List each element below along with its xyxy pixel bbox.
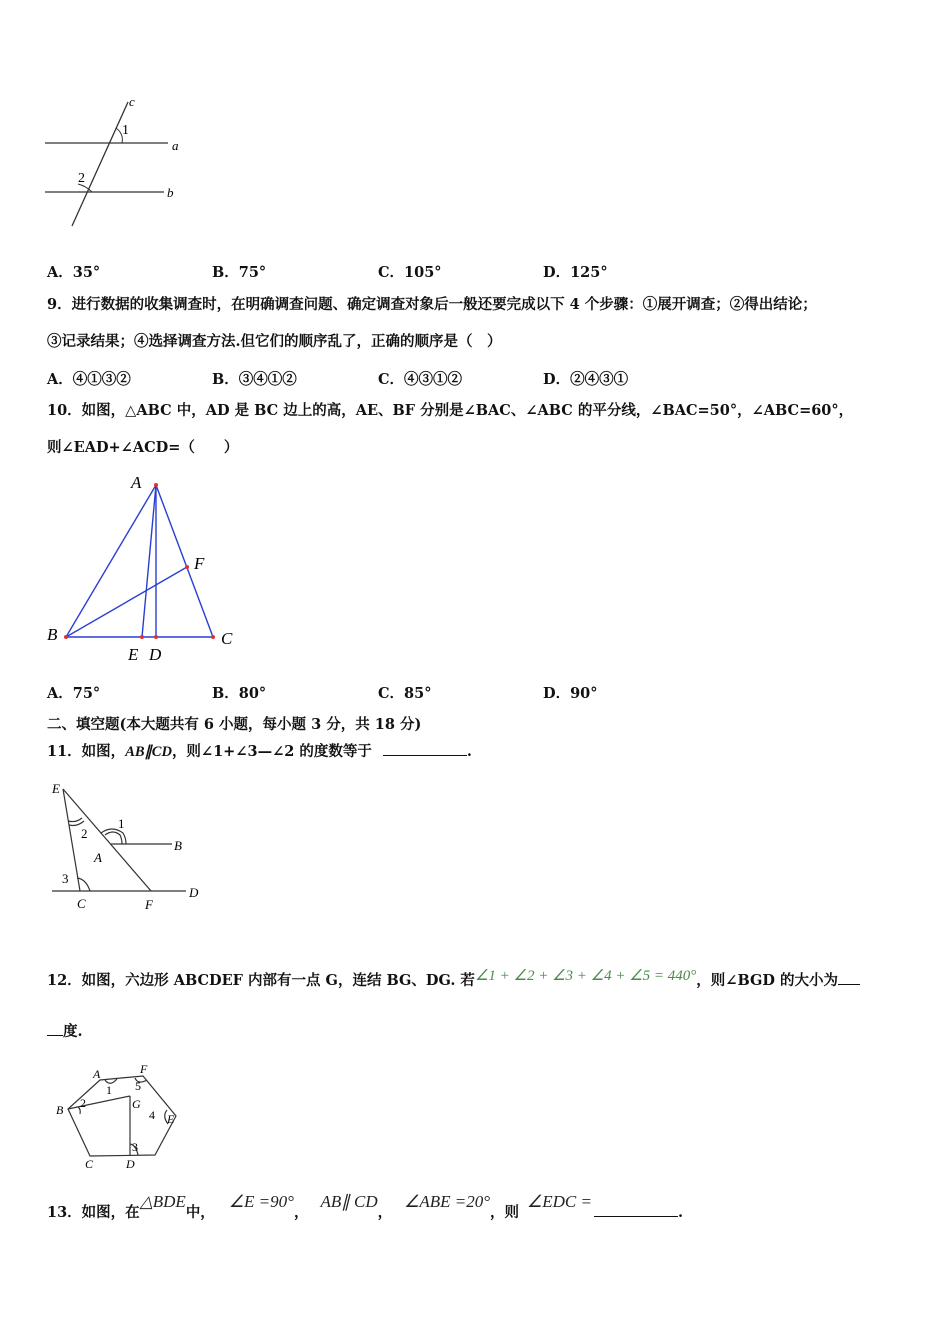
label-1: 1 bbox=[122, 123, 129, 138]
q8-option-d[interactable]: D．125° bbox=[543, 264, 608, 281]
q13-end: . bbox=[678, 1204, 684, 1221]
label-e: E bbox=[52, 781, 60, 796]
label-1: 1 bbox=[106, 1083, 112, 1097]
label-3: 3 bbox=[132, 1140, 138, 1154]
q8-option-a[interactable]: A．35° bbox=[47, 264, 101, 281]
label-2: 2 bbox=[78, 171, 85, 186]
label-d: D bbox=[189, 885, 199, 900]
q12-line2-text: 度. bbox=[63, 1023, 83, 1040]
q12-formula: ∠1 + ∠2 + ∠3 + ∠4 + ∠5 = 440° bbox=[474, 968, 697, 984]
label-f: F bbox=[194, 554, 205, 573]
label-b: B bbox=[56, 1103, 64, 1117]
q9-option-b[interactable]: B．③④①② bbox=[212, 371, 297, 388]
label-e: E bbox=[128, 645, 139, 664]
q12-answer-blank-part1[interactable] bbox=[838, 970, 860, 985]
side-ab bbox=[66, 485, 156, 637]
label-b: B bbox=[47, 625, 58, 644]
q13-t1: 中， bbox=[185, 1204, 215, 1221]
q12-line2 bbox=[47, 1021, 83, 1041]
q12-line1 bbox=[47, 970, 860, 990]
label-4: 4 bbox=[149, 1108, 155, 1122]
side-ac bbox=[156, 485, 213, 637]
label-a: a bbox=[172, 138, 179, 153]
q10-option-d[interactable]: D．90° bbox=[543, 685, 598, 702]
q9-option-c[interactable]: C．④③①② bbox=[378, 371, 463, 388]
label-3: 3 bbox=[62, 871, 69, 886]
figure-triangle-abc bbox=[40, 470, 250, 670]
label-g: G bbox=[132, 1097, 141, 1111]
point-a bbox=[154, 483, 158, 487]
q13-angle-edc: ∠EDC = bbox=[527, 1192, 592, 1211]
q10-option-b[interactable]: B．80° bbox=[212, 685, 267, 702]
q9-line1: 9．进行数据的收集调查时，在明确调查问题、确定调查对象后一般还要完成以下 4 个步骤：①展开调查；②得出结论； bbox=[47, 296, 817, 313]
q13-prefix: 13．如图，在 bbox=[47, 1204, 140, 1221]
point-c bbox=[211, 635, 215, 639]
segment-bg bbox=[68, 1096, 130, 1109]
q9-line2: ③记录结果；④选择调查方法.但它们的顺序乱了，正确的顺序是（ ） bbox=[47, 333, 502, 350]
q13-text bbox=[47, 1192, 684, 1222]
q8-option-c[interactable]: C．105° bbox=[378, 264, 442, 281]
q9-option-d[interactable]: D．②④③① bbox=[543, 371, 629, 388]
q11-suffix: ，则∠1+∠3—∠2 的度数等于 bbox=[171, 743, 372, 760]
q10-line1: 10．如图，△ABC 中，AD 是 BC 边上的高，AE、BF 分别是∠BAC、∠ABC 的平分线，∠BAC=50°，∠ABC=60°， bbox=[47, 402, 854, 419]
line-c bbox=[72, 102, 128, 226]
bisector-bf bbox=[66, 567, 187, 637]
bisector-ae bbox=[142, 485, 156, 637]
label-e: E bbox=[167, 1112, 175, 1126]
label-a: A bbox=[131, 473, 142, 492]
q8-option-b[interactable]: B．75° bbox=[212, 264, 267, 281]
label-2: 2 bbox=[80, 1096, 86, 1110]
label-a: A bbox=[94, 850, 102, 865]
q10-option-c[interactable]: C．85° bbox=[378, 685, 432, 702]
point-f bbox=[185, 565, 189, 569]
q13-angle-e: ∠E =90° bbox=[228, 1192, 294, 1211]
label-1: 1 bbox=[118, 816, 125, 831]
point-e bbox=[140, 635, 144, 639]
q13-angle-abe: ∠ABE =20° bbox=[404, 1192, 491, 1211]
figure-hexagon bbox=[50, 1058, 190, 1173]
q13-t4: ，则 bbox=[490, 1204, 520, 1221]
label-d: D bbox=[126, 1157, 135, 1171]
q11-prefix: 11．如图， bbox=[47, 743, 126, 760]
q9-option-a[interactable]: A．④①③② bbox=[47, 371, 131, 388]
section-2-title: 二、填空题(本大题共有 6 小题，每小题 3 分，共 18 分) bbox=[47, 716, 422, 733]
q11-condition: AB∥CD bbox=[125, 744, 172, 760]
q11-end: . bbox=[466, 743, 472, 760]
label-b: b bbox=[167, 185, 174, 200]
q12-prefix: 12．如图，六边形 ABCDEF 内部有一点 G，连结 BG、DG. 若 bbox=[47, 972, 475, 989]
q13-t3: ， bbox=[377, 1204, 393, 1221]
q12-answer-blank-part2[interactable] bbox=[47, 1021, 63, 1036]
angle-2-arc-2 bbox=[68, 818, 82, 822]
q12-suffix: ，则∠BGD 的大小为 bbox=[696, 972, 838, 989]
label-f: F bbox=[140, 1062, 148, 1076]
q11-answer-blank[interactable] bbox=[383, 741, 467, 756]
figure-parallel-lines bbox=[40, 94, 190, 234]
q11-text bbox=[47, 741, 472, 761]
q13-parallel: AB∥ CD bbox=[320, 1192, 378, 1211]
label-c: C bbox=[221, 629, 233, 648]
label-5: 5 bbox=[135, 1079, 141, 1093]
q10-line2: 则∠EAD+∠ACD=（ ） bbox=[47, 439, 239, 456]
label-d: D bbox=[149, 645, 162, 664]
label-c: C bbox=[85, 1157, 94, 1171]
point-d bbox=[154, 635, 158, 639]
figure-q11 bbox=[40, 775, 220, 920]
label-f: F bbox=[145, 897, 153, 912]
segment-ef bbox=[63, 789, 151, 891]
q10-option-a[interactable]: A．75° bbox=[47, 685, 101, 702]
q13-answer-blank[interactable] bbox=[594, 1202, 678, 1217]
hexagon-abcdef bbox=[68, 1076, 176, 1156]
label-c: C bbox=[77, 896, 86, 911]
q13-t2: ， bbox=[293, 1204, 309, 1221]
label-c: c bbox=[129, 94, 135, 109]
label-b: B bbox=[174, 838, 182, 853]
q13-triangle: △BDE bbox=[139, 1192, 186, 1211]
point-b bbox=[64, 635, 68, 639]
label-a: A bbox=[93, 1067, 101, 1081]
angle-1-arc-inner bbox=[105, 832, 122, 844]
label-2: 2 bbox=[81, 826, 88, 841]
